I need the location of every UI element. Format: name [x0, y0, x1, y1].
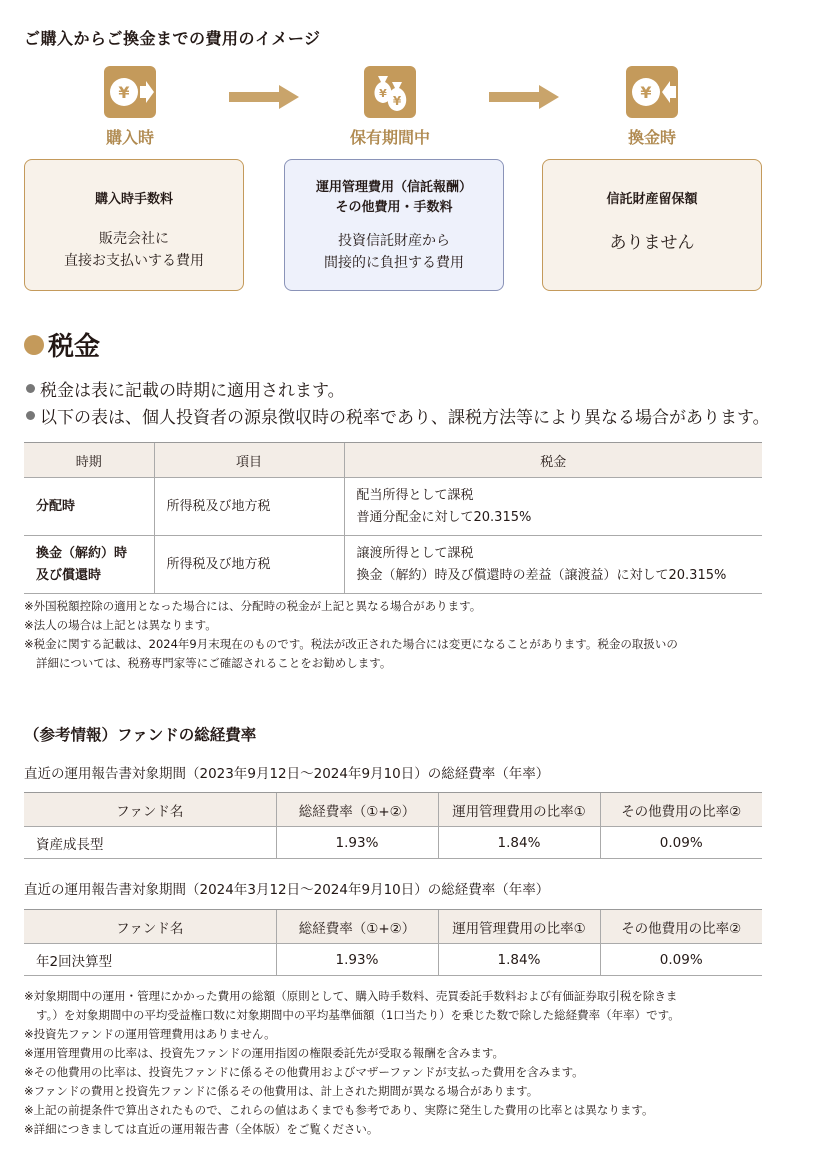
svg-text:¥: ¥	[392, 94, 402, 108]
stage-label-purchase: 購入時	[105, 128, 154, 147]
yen-coin-arrow-in-icon	[626, 66, 678, 118]
ref-notes	[24, 987, 766, 1139]
tax-note-2: ※法人の場合は上記とは異なります。	[24, 618, 217, 632]
redemption-fee-box	[542, 159, 762, 291]
fee-mgmt: 1.84%	[438, 827, 600, 859]
fee-other: 0.09%	[600, 827, 762, 859]
fee-total: 1.93%	[276, 827, 438, 859]
holding-fee-desc-2: 間接的に負担する費用	[324, 255, 464, 271]
tax-bullet-text-2: 以下の表は、個人投資者の源泉徴収時の税率であり、課税方法等により異なる場合があります。	[40, 408, 770, 428]
purchase-fee-desc-2: 直接お支払いする費用	[64, 253, 204, 269]
tax-row-2-item: 所得税及び地方税	[154, 536, 344, 594]
fee-other: 0.09%	[600, 944, 762, 976]
tax-row-1-time: 分配時	[24, 478, 154, 536]
tax-header-tax: 税金	[344, 443, 762, 478]
svg-text:¥: ¥	[379, 87, 387, 100]
holding-fee-title-1: 運用管理費用（信託報酬）	[315, 180, 472, 195]
stage-label-holding: 保有期間中	[349, 128, 430, 147]
svg-text:¥: ¥	[118, 83, 130, 102]
tax-header-item: 項目	[154, 443, 344, 478]
ref-title: （参考情報）ファンドの総経費率	[24, 726, 257, 744]
holding-fee-title-2: その他費用・手数料	[335, 200, 453, 215]
tax-bullet-text-1: 税金は表に記載の時期に適用されます。	[40, 381, 345, 401]
ref-period-1: 直近の運用報告書対象期間（2023年9月12日〜2024年9月10日）の総経費率（年率）	[24, 766, 550, 782]
tax-heading-text: 税金	[48, 332, 101, 362]
tax-row-2-time	[24, 536, 154, 594]
fee-header-mgmt: 運用管理費用の比率①	[438, 793, 600, 827]
tax-row-1-item: 所得税及び地方税	[154, 478, 344, 536]
tax-header-time: 時期	[24, 443, 154, 478]
fee-header-total: 総経費率（①+②）	[276, 910, 438, 944]
tax-note-3-cont: 詳細については、税務専門家等にご確認されることをお勧めします。	[36, 656, 392, 670]
ref-note-7: ※詳細につきましては直近の運用報告書（全体版）をご覧ください。	[24, 1122, 379, 1136]
tax-notes	[24, 597, 766, 673]
purchase-fee-title: 購入時手数料	[94, 192, 173, 207]
fee-fund-name: 年2回決算型	[24, 944, 276, 976]
fee-fund-name: 資産成長型	[24, 827, 276, 859]
table-row	[24, 827, 762, 859]
ref-note-6: ※上記の前提条件で算出されたもので、これらの値はあくまでも参考であり、実際に発生した費用の比率とは異なります。	[24, 1103, 654, 1117]
ref-note-3: ※運用管理費用の比率は、投資先ファンドの運用指図の権限委託先が受取る報酬を含みます。	[24, 1046, 504, 1060]
tax-table	[24, 442, 762, 594]
table-row	[24, 944, 762, 976]
tax-row-2-tax-line-2: 換金（解約）時及び償還時の差益（譲渡益）に対して20.315%	[356, 567, 727, 583]
tax-note-3: ※税金に関する記載は、2024年9月末現在のものです。税法が改正された場合には変更になることがあります。税金の取扱いの	[24, 637, 678, 651]
table-row	[24, 536, 762, 594]
table-row	[24, 478, 762, 536]
tax-row-1-tax-line-2: 普通分配金に対して20.315%	[356, 509, 532, 525]
yen-coin-arrow-out-icon	[104, 66, 156, 118]
fee-header-other: その他費用の比率②	[600, 793, 762, 827]
fee-table-2	[24, 909, 762, 976]
purchase-fee-box	[24, 159, 244, 291]
tax-row-2-tax-line-1: 譲渡所得として課税	[356, 545, 474, 561]
holding-fee-desc-1: 投資信託財産から	[338, 233, 450, 249]
ref-period-2: 直近の運用報告書対象期間（2024年3月12日〜2024年9月10日）の総経費率（年率）	[24, 882, 550, 898]
tax-bullet-1	[26, 376, 345, 401]
tax-row-1-tax-line-1: 配当所得として課税	[356, 487, 474, 503]
purchase-fee-desc-1: 販売会社に	[99, 231, 169, 247]
redemption-fee-title: 信託財産留保額	[606, 192, 698, 207]
fee-header-mgmt: 運用管理費用の比率①	[438, 910, 600, 944]
ref-note-1: ※対象期間中の運用・管理にかかった費用の総額（原則として、購入時手数料、売買委託手数料および有価証券取引税を除きま	[24, 989, 678, 1003]
stage-label-redemption: 換金時	[627, 128, 676, 147]
fee-header-total: 総経費率（①+②）	[276, 793, 438, 827]
tax-bullet-2	[26, 403, 770, 428]
tax-row-2-tax	[344, 536, 762, 594]
redemption-fee-desc: ありません	[609, 233, 695, 253]
fee-total: 1.93%	[276, 944, 438, 976]
ref-note-2: ※投資先ファンドの運用管理費用はありません。	[24, 1027, 276, 1041]
tax-row-1-tax	[344, 478, 762, 536]
fee-mgmt: 1.84%	[438, 944, 600, 976]
flow-title: ご購入からご換金までの費用のイメージ	[24, 29, 321, 48]
fee-header-fund: ファンド名	[24, 910, 276, 944]
tax-row-2-time-line-2: 及び償還時	[36, 567, 102, 583]
fee-table-1	[24, 792, 762, 859]
tax-heading	[24, 326, 100, 363]
fee-header-fund: ファンド名	[24, 793, 276, 827]
bullet-dot-icon	[26, 384, 35, 393]
yen-money-bags-icon	[364, 66, 416, 118]
tax-row-2-time-line-1: 換金（解約）時	[36, 545, 128, 561]
ref-note-5: ※ファンドの費用と投資先ファンドに係るその他費用は、計上された期間が異なる場合があります。	[24, 1084, 539, 1098]
tax-note-1: ※外国税額控除の適用となった場合には、分配時の税金が上記と異なる場合があります。	[24, 599, 482, 613]
heading-dot-icon	[24, 335, 44, 355]
ref-note-4: ※その他費用の比率は、投資先ファンドに係るその他費用およびマザーファンドが支払った費用を含みます。	[24, 1065, 584, 1079]
flow-arrow-1	[229, 85, 299, 109]
fee-header-other: その他費用の比率②	[600, 910, 762, 944]
bullet-dot-icon	[26, 411, 35, 420]
ref-note-1-cont: す。）を対象期間中の平均受益権口数に対象期間中の平均基準価額（1口当たり）を乗じた数で除した総経費率（年率）です。	[36, 1008, 680, 1022]
svg-text:¥: ¥	[640, 83, 652, 102]
flow-arrow-2	[489, 85, 559, 109]
holding-fee-box	[284, 159, 504, 291]
